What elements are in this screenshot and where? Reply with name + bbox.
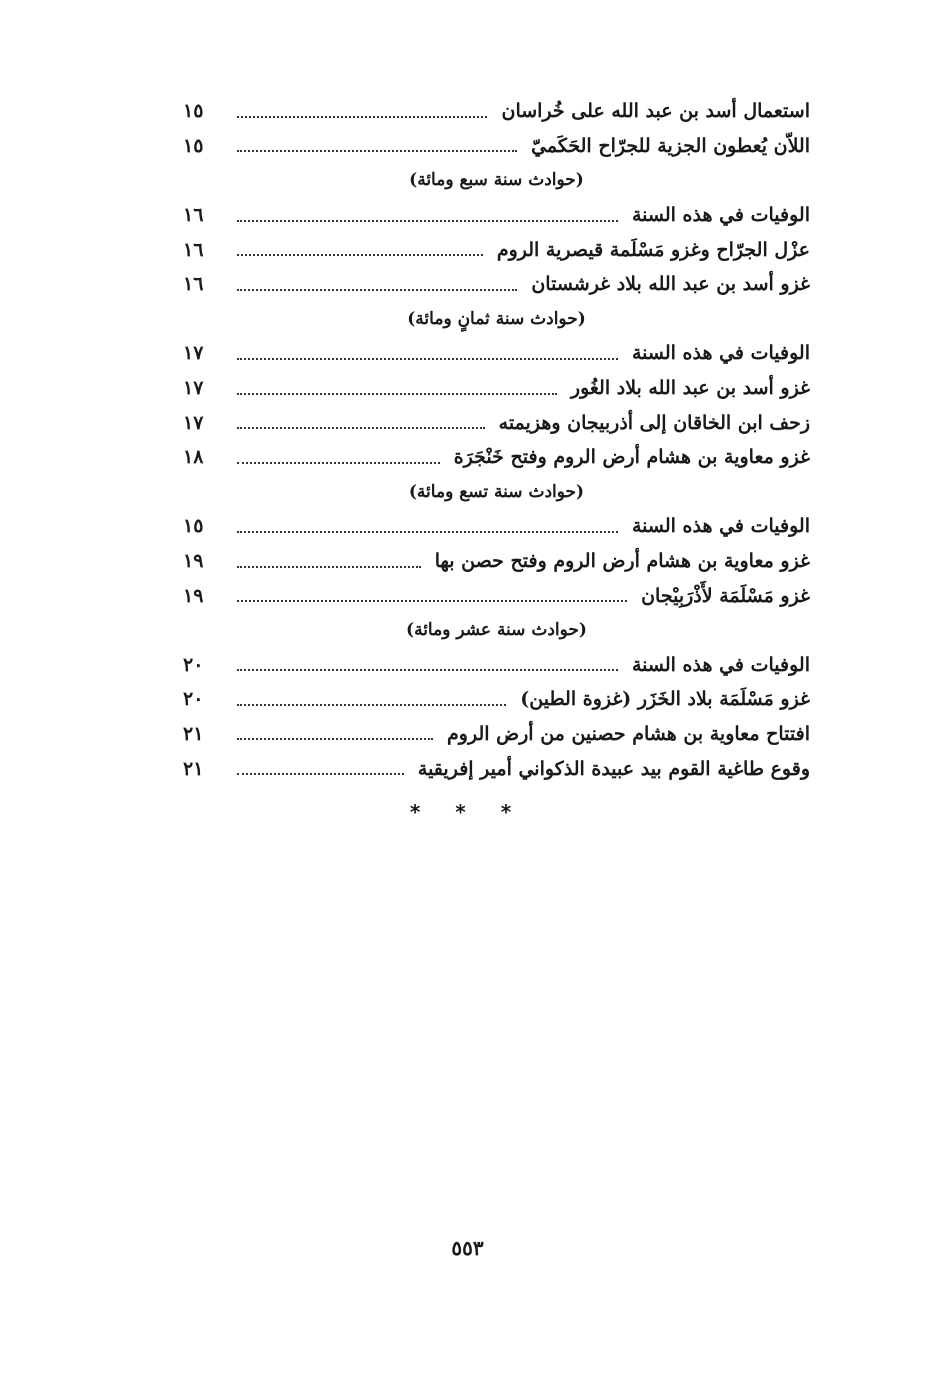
dot-leader — [237, 737, 433, 740]
dot-leader — [237, 426, 485, 429]
toc-entry — [183, 336, 810, 371]
toc-entry-title: الوفيات في هذه السنة — [631, 515, 810, 538]
dot-leader — [237, 392, 557, 395]
toc-entry — [183, 682, 810, 717]
toc-entry-title: استعمال أسد بن عبد الله على خُراسان — [501, 100, 810, 123]
toc-entry-page-number: ٢١ — [183, 757, 204, 780]
toc-entry-title: غزو أسد بن عبد الله بلاد غرشستان — [531, 273, 810, 296]
dot-leader — [237, 219, 618, 222]
toc-entry-title: غزو معاوية بن هشام أرض الروم وفتح خَنْجَرَة — [453, 446, 810, 469]
dot-leader — [237, 530, 618, 533]
toc-entry — [183, 232, 810, 267]
toc-entry — [183, 198, 810, 233]
toc-entry-title: الوفيات في هذه السنة — [631, 342, 810, 365]
toc-entry-title: غزو أسد بن عبد الله بلاد الغُور — [570, 377, 810, 400]
toc-entry-page-number: ١٧ — [183, 377, 204, 400]
toc-entry-page-number: ١٥ — [183, 134, 204, 157]
toc-entry-page-number: ١٩ — [183, 584, 204, 607]
toc-entry-page-number: ١٧ — [183, 342, 204, 365]
dot-leader — [237, 357, 618, 360]
toc-section-heading: (حوادث سنة عشر ومائة) — [406, 620, 587, 641]
table-of-contents — [183, 94, 810, 786]
toc-entry-title: غزو مَسْلَمَة لأَذْرَبِيْجان — [641, 584, 810, 607]
toc-entry-page-number: ١٥ — [183, 515, 204, 538]
toc-entry-page-number: ١٩ — [183, 550, 204, 573]
toc-entry-title: غزو معاوية بن هشام أرض الروم وفتح حصن بها — [434, 550, 810, 573]
toc-entry-title: الوفيات في هذه السنة — [631, 204, 810, 227]
toc-entry-title: افتتاح معاوية بن هشام حصنين من أرض الروم — [447, 722, 810, 745]
toc-entry-title: زحف ابن الخاقان إلى أذربيجان وهزيمته — [498, 411, 810, 434]
toc-entry-page-number: ١٧ — [183, 411, 204, 434]
dot-leader — [237, 461, 440, 464]
toc-entry — [183, 405, 810, 440]
dot-leader — [237, 703, 506, 706]
toc-section-heading: (حوادث سنة سبع ومائة) — [409, 170, 584, 191]
dot-leader — [237, 599, 627, 602]
toc-entry — [183, 267, 810, 302]
toc-section-heading: (حوادث سنة تسع ومائة) — [408, 481, 585, 502]
toc-entry — [183, 129, 810, 164]
toc-entry-page-number: ٢٠ — [183, 653, 204, 676]
toc-entry — [183, 578, 810, 613]
toc-entry-page-number: ١٦ — [183, 238, 204, 261]
toc-entry-title: غزو مَسْلَمَة بلاد الخَزَر (غزوة الطين) — [520, 688, 810, 711]
toc-entry — [183, 751, 810, 786]
toc-entry — [183, 440, 810, 475]
toc-entry — [183, 544, 810, 579]
toc-entry-title: عزْل الجرّاح وغزو مَسْلَمة قيصرية الروم — [496, 238, 810, 261]
page-number: ٥٥٣ — [451, 1236, 484, 1260]
toc-entry-page-number: ١٦ — [183, 273, 204, 296]
dot-leader — [237, 288, 517, 291]
section-separator: * * * — [409, 800, 526, 824]
toc-entry-page-number: ١٦ — [183, 204, 204, 227]
toc-entry-title: وقوع طاغية القوم بيد عبيدة الذكواني أمير إفريقية — [417, 757, 810, 780]
toc-entry — [183, 648, 810, 683]
toc-entry-page-number: ١٨ — [183, 446, 204, 469]
toc-entry-page-number: ١٥ — [183, 100, 204, 123]
dot-leader — [237, 253, 483, 256]
toc-section-heading: (حوادث سنة ثمانٍ ومائة) — [407, 308, 586, 329]
dot-leader — [237, 668, 618, 671]
toc-entry — [183, 371, 810, 406]
dot-leader — [237, 772, 404, 775]
toc-entry-title: اللاّن يُعطون الجزية للجرّاح الحَكَميّ — [531, 134, 810, 157]
dot-leader — [237, 565, 421, 568]
dot-leader — [237, 115, 487, 118]
toc-entry-page-number: ٢١ — [183, 722, 204, 745]
toc-entry-page-number: ٢٠ — [183, 688, 204, 711]
toc-entry — [183, 94, 810, 129]
toc-entry-title: الوفيات في هذه السنة — [631, 653, 810, 676]
toc-entry — [183, 717, 810, 752]
dot-leader — [237, 149, 517, 152]
toc-entry — [183, 509, 810, 544]
